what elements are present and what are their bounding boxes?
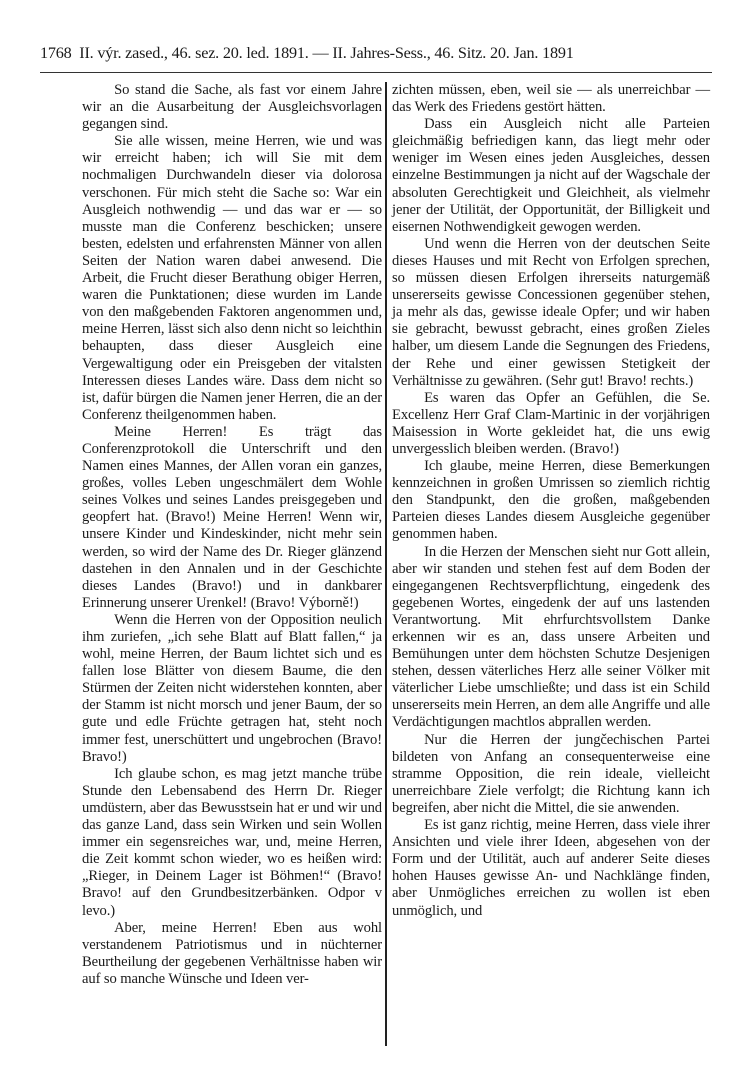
paragraph: Ich glaube schon, es mag jetzt manche trübe Stunde den Lebensabend des Herrn Dr. Rieger umdüstern, aber das Bewusstsein hat er und wir und das ganze Land, dass sein Wirken und sein Wollen immer ein segensreiches war, und, meine Herren, die Zeit kommt schon wieder, wo es heißen wird: „Rieger, in Deinem Lager ist Böhmen!“ (Bravo! Bravo! auf den Grundbesitzerbänken. Odpor v levo.)	[82, 765, 382, 919]
paragraph: Ich glaube, meine Herren, diese Bemerkungen kennzeichnen in großen Umrissen so ziemlich richtig den Standpunkt, den die großen, maßgebenden Parteien dieses Landes diesem Ausgleiche gegenüber genommen haben.	[392, 458, 710, 543]
paragraph: Es ist ganz richtig, meine Herren, dass viele ihrer Ansichten und viele ihrer Ideen, abgesehen von der Form und der Utilität, auch auf anderer Seite dieses hohen Hauses gewisse An- und Nachklänge finden, aber Unmögliches erreichen zu wollen ist eben unmöglich, und	[392, 817, 710, 919]
header-rule	[40, 72, 712, 73]
paragraph: So stand die Sache, als fast vor einem Jahre wir an die Ausarbeitung der Ausgleichsvorlagen gegangen sind.	[82, 82, 382, 133]
column-divider	[385, 82, 387, 1046]
paragraph: Wenn die Herren von der Opposition neulich ihm zuriefen, „ich sehe Blatt auf Blatt fallen,“ ja wohl, meine Herren, der Baum lichtet sich und es fallen lose Blätter von diesem Baume, die den Stürmen der Zeiten nicht widerstehen konnten, aber der Stamm ist nicht morsch und jener Baum, der so gute und edle Früchte getragen hat, steht noch immer fest, unerschüttert und ungebrochen (Bravo! Bravo!)	[82, 611, 382, 765]
paragraph: In die Herzen der Menschen sieht nur Gott allein, aber wir standen und stehen fest auf dem Boden der eingegangenen Rechtsverpflichtung, eingedenk des gegebenen Wortes, eingedenk der auf uns lastenden Verantwortung. Mit ehrfurchtsvollstem Danke erkennen wir es an, dass unsere Arbeiten und Bemühungen unter dem höchsten Schutze Desjenigen stehen, dessen väterliches Herz alle seiner Völker mit väterlicher Liebe umschließte; und dass ist ein Schild unsererseits mein Herren, an dem alle Angriffe und alle Verdächtigungen machtlos abprallen werden.	[392, 543, 711, 731]
running-header	[40, 44, 712, 63]
header-separator: —	[312, 44, 329, 62]
german-session-label: II. Jahres-Sess., 46. Sitz. 20. Jan. 1891	[332, 44, 574, 62]
paragraph: Und wenn die Herren von der deutschen Seite dieses Hauses und mit Recht von Erfolgen sprechen, so müssen diesen Erfolgen ihrerseits naturgemäß unsererseits gewisse Concessionen gegenüber stehen, ja mehr als das, gewisse ideale Opfer; und wir haben sie gebracht, bewusst gebracht, eines großen Zieles halber, um diesem Lande die Segnungen des Friedens, der Rehe und einer gewissen Stetigkeit der Verhältnisse zu gewähren. (Sehr gut! Bravo! rechts.)	[392, 235, 710, 389]
continued-paragraph: zichten müssen, eben, weil sie — als unerreichbar — das Werk des Friedens gestört hätten.	[392, 82, 710, 116]
paragraph: Dass ein Ausgleich nicht alle Parteien gleichmäßig befriedigen kann, das liegt mehr oder weniger im Wesen eines jeden Ausgleiches, dessen einzelne Bestimmungen ja nicht auf der Wagschale der absoluten Gerechtigkeit und Gleichheit, als vielmehr jener der Utilität, der Opportunität, der Billigkeit und eisernen Nothwendigkeit gewogen werden.	[392, 116, 710, 235]
right-column	[392, 82, 710, 920]
czech-session-label: II. výr. zased., 46. sez. 20. led. 1891.	[79, 44, 309, 62]
paragraph: Es waren das Opfer an Gefühlen, die Se. Excellenz Herr Graf Clam-Martinic in der vorjährigen Maisession in Worte gekleidet hat, die uns ewig unvergesslich bleiben werden. (Bravo!)	[392, 389, 710, 457]
paragraph: Sie alle wissen, meine Herren, wie und was wir erreicht haben; ich will Sie mit dem nochmaligen Durchwandeln dieser via dolorosa verschonen. Für mich steht die Sache so: War ein Ausgleich nothwendig — und das war er — so musste man die Conferenz beschicken; unsere besten, edelsten und erfahrensten Männer von allen Seiten der Nation waren dabei anwesend. Die Arbeit, die Frucht dieser Berathung obiger Herren, waren die Punktationen; diese wurden im Lande von den maßgebenden Faktoren angenommen und, meine Herren, lässt sich also denn nicht so leichthin behaupten, dass dieser Ausgleich eine Vergewaltigung oder ein Preisgeben der vitalsten Interessen dieses Landes wäre. Dass dem nicht so ist, dafür bürgen die Namen jener Herren, die an der Conferenz theilgenommen haben.	[82, 133, 382, 423]
paragraph: Nur die Herren der jungčechischen Partei bildeten von Anfang an consequenterweise eine stramme Opposition, die rein ideale, vielleicht unerreichbare Ziele verfolgt; die Richtung kann ich begreifen, aber nicht die Mittel, die sie anwenden.	[392, 731, 710, 816]
left-column	[82, 82, 382, 988]
paragraph: Aber, meine Herren! Eben aus wohl verstandenem Patriotismus und in nüchterner Beurtheilung der gegebenen Verhältnisse haben wir auf so manche Wünsche und Ideen ver-	[82, 919, 382, 987]
paragraph: Meine Herren! Es trägt das Conferenzprotokoll die Unterschrift und den Namen eines Mannes, der Allen voran ein ganzes, großes, volles Leben ungeschmälert dem Wohle seines Volkes und seines Landes preisgegeben und geopfert hat. (Bravo!) Meine Herren! Wenn wir, unsere Kinder und Kindeskinder, nicht mehr sein werden, so wird der Name des Dr. Rieger glänzend dastehen in den Annalen und in der Geschichte dieses Landes (Bravo!) und in dankbarer Erinnerung unserer Urenkel! (Bravo! Výborně!)	[82, 423, 382, 611]
page-number: 1768	[40, 44, 72, 62]
